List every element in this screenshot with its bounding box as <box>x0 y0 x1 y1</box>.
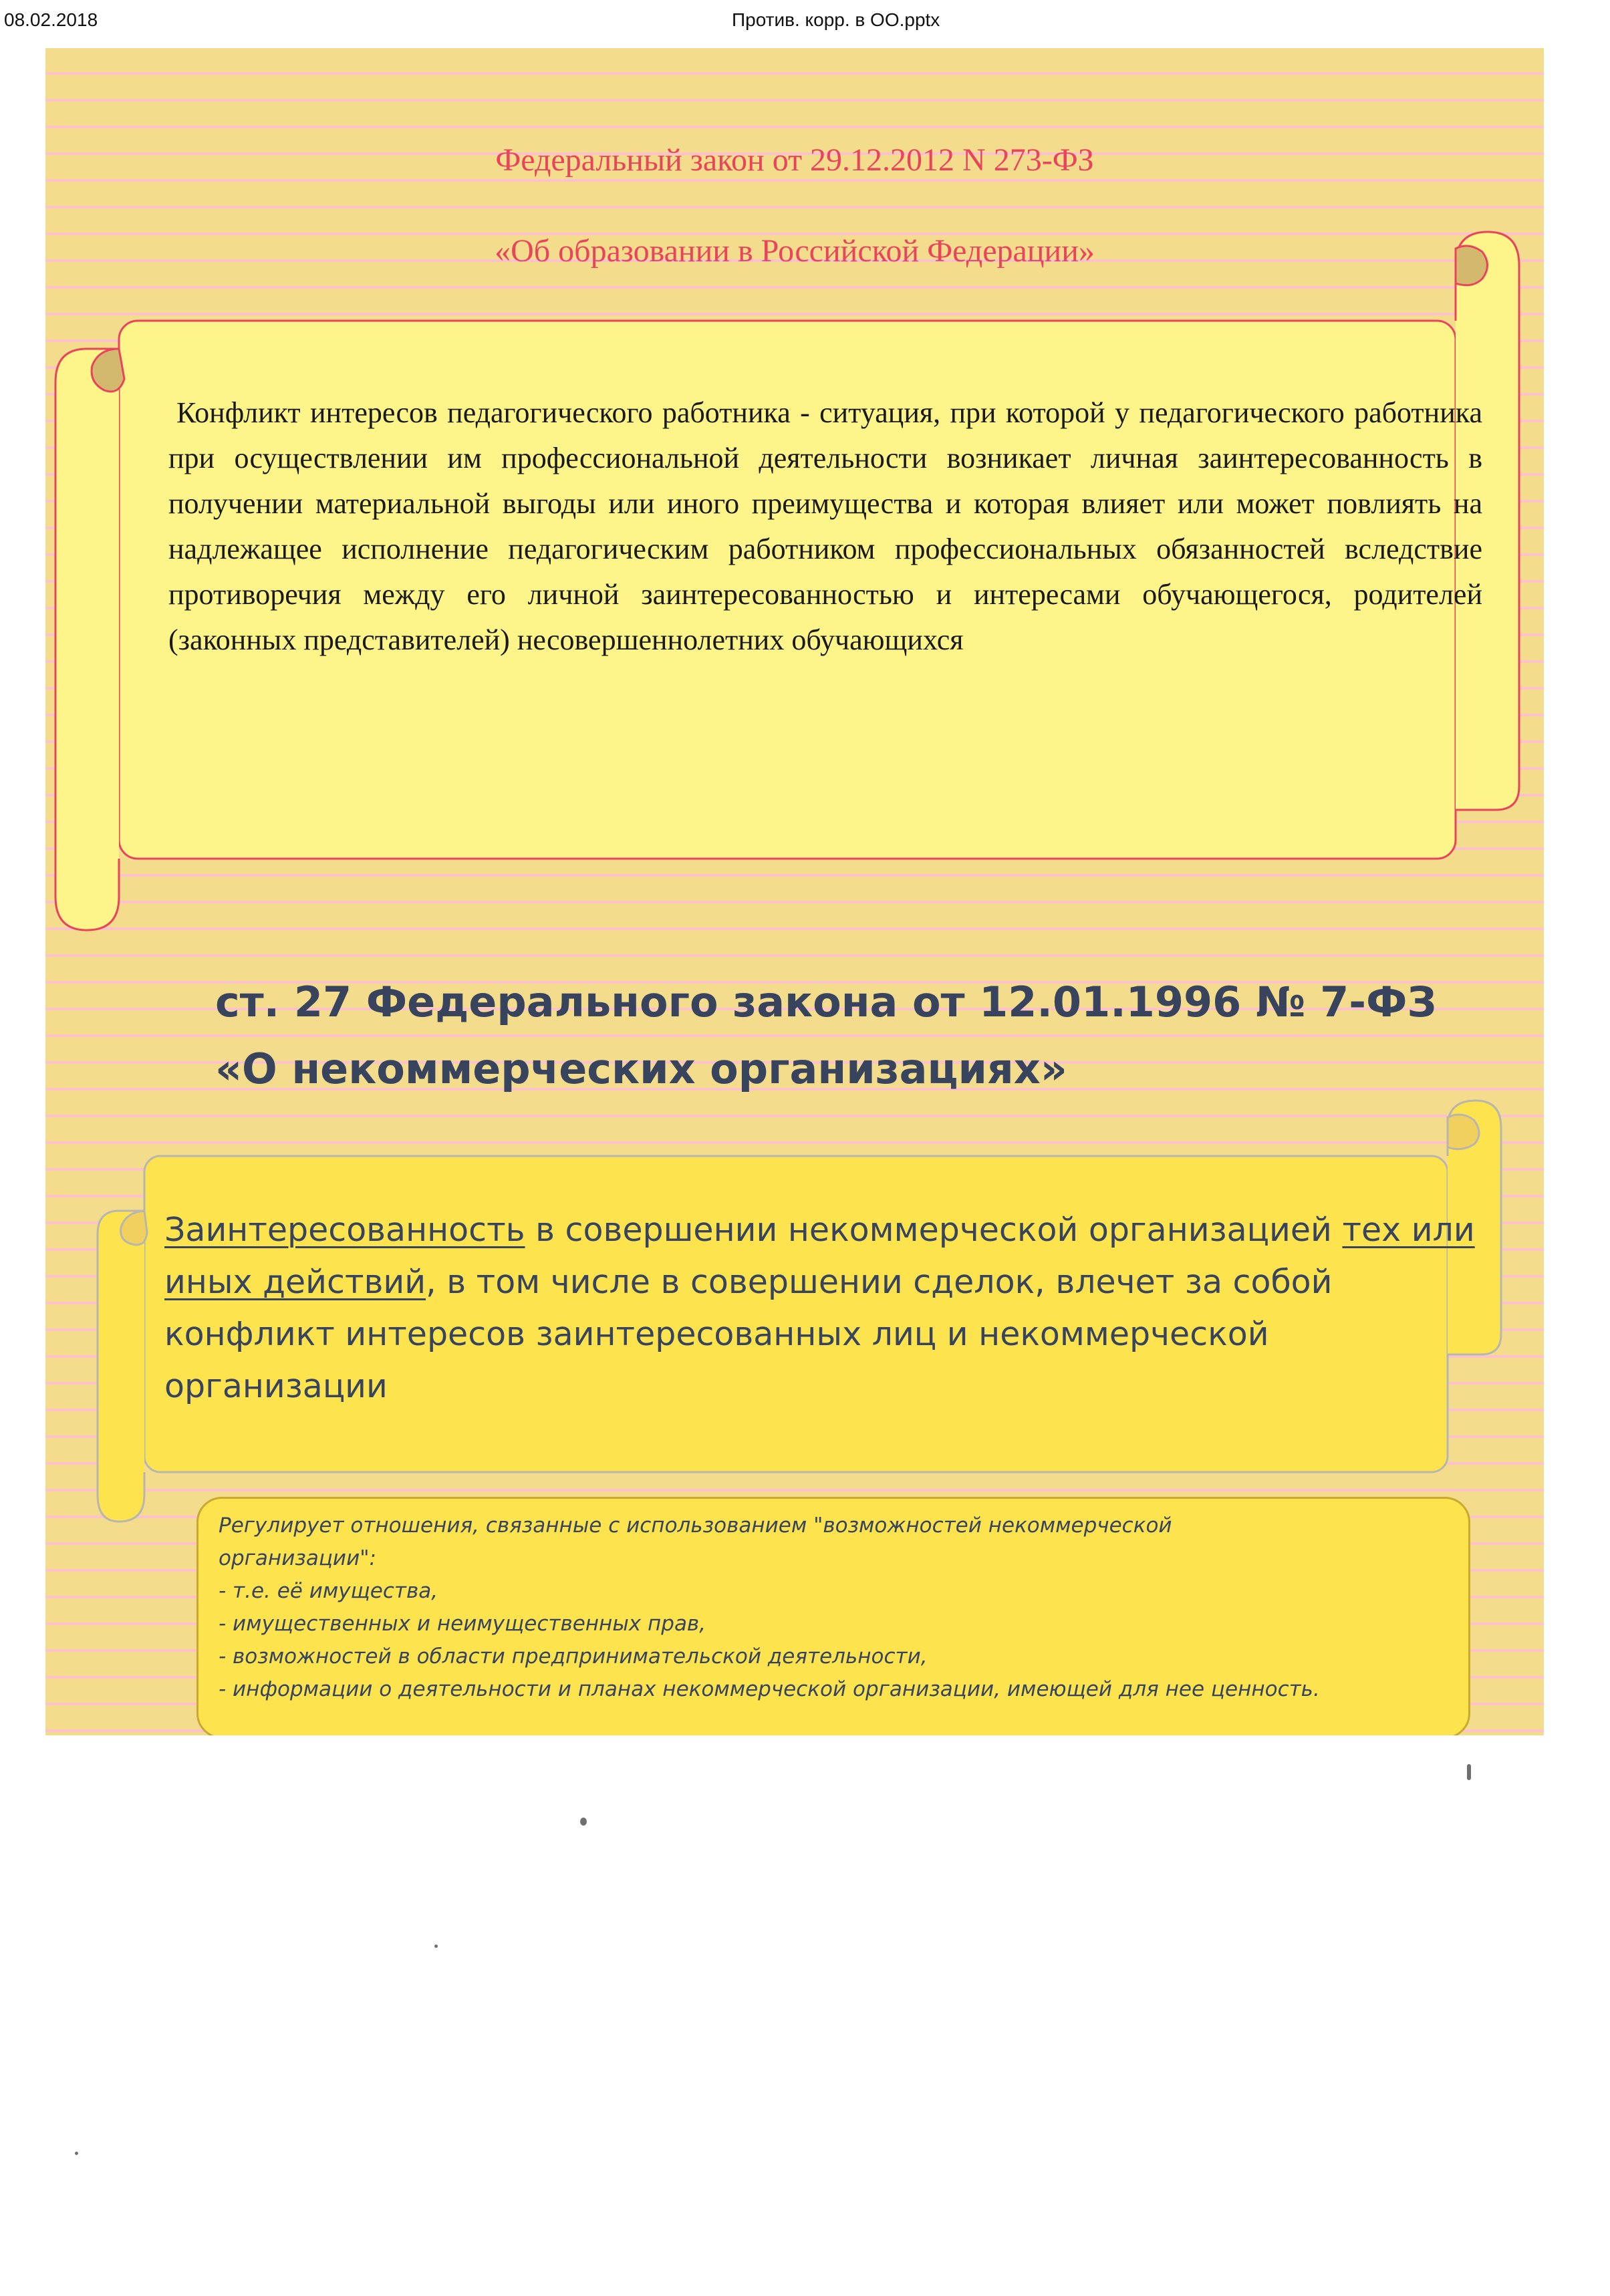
law2-text-part1: в совершении некоммерческой организацией <box>525 1211 1343 1249</box>
scan-speck <box>75 2152 78 2155</box>
regulates-box <box>196 1497 1470 1735</box>
slide <box>45 48 1544 1735</box>
regulates-line-6: - информации о деятельности и планах некоммерческой организации, имеющей для нее ценность. <box>219 1677 1320 1701</box>
law2-heading-line2: «О некоммерческих организациях» <box>215 1044 1067 1093</box>
regulates-line-5: - возможностей в области предпринимательской деятельности, <box>219 1644 928 1669</box>
law1-definition: Конфликт интересов педагогического работника - ситуация, при которой у педагогического работника при осуществлении им профессиональной деятельности возникает личная заинтересованность в получении материальной выгоды или иного преимущества и которая влияет или может повлиять на надлежащее исполнение педагогическим работником профессиональных обязанностей вследствие противоречия между его личной заинтересованностью и интересами обучающегося, родителей (законных представителей) несовершеннолетних обучающихся <box>168 396 1482 656</box>
regulates-line-3: - т.е. её имущества, <box>219 1579 438 1603</box>
law2-text <box>164 1204 1501 1413</box>
print-date: 08.02.2018 <box>4 9 98 30</box>
regulates-line-4: - имущественных и неимущественных прав, <box>219 1612 706 1636</box>
print-header <box>0 0 1610 40</box>
print-filename: Против. корр. в ОО.pptx <box>732 9 940 30</box>
regulates-line-2: организации": <box>219 1546 376 1570</box>
law2-heading-line1: ст. 27 Федерального закона от 12.01.1996 № 7-ФЗ <box>215 978 1437 1026</box>
law1-title: Федеральный закон от 29.12.2012 N 273-ФЗ <box>495 142 1094 178</box>
law2-underlined-interest: Заинтересованность <box>164 1211 525 1249</box>
scan-speck <box>580 1818 587 1826</box>
scan-speck <box>434 1945 438 1948</box>
law2-underlined-actions: тех или иных действий <box>164 1211 1475 1301</box>
scan-speck <box>1467 1764 1471 1780</box>
law1-subtitle: «Об образовании в Российской Федерации» <box>495 233 1095 269</box>
law2-text-part2: , в том числе в совершении сделок, влечет за собой конфликт интересов заинтересованных лиц и некоммерческой организации <box>164 1263 1333 1405</box>
regulates-line-1: Регулирует отношения, связанные с использованием "возможностей некоммерческой <box>219 1514 1172 1538</box>
